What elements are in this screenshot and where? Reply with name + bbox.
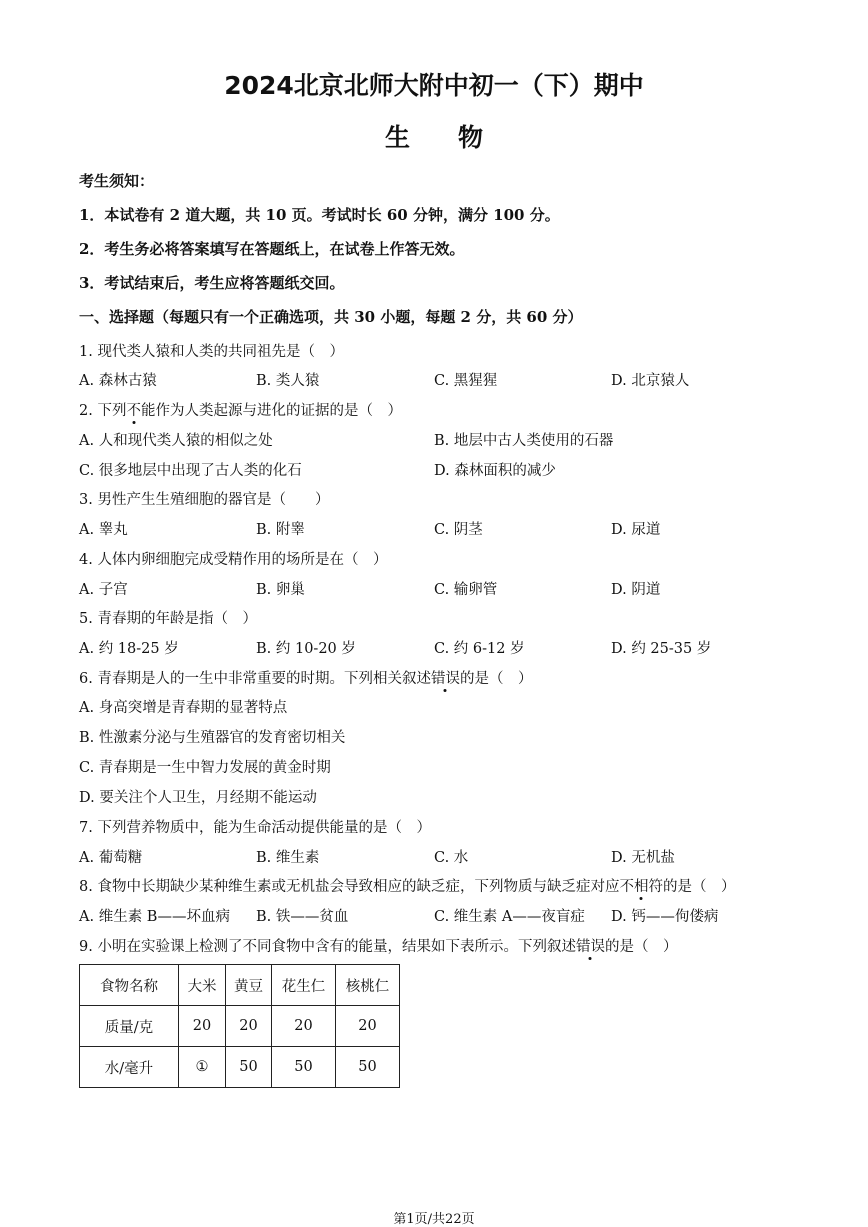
emphasis-mark: 错误 — [575, 939, 605, 955]
question-1-stem: 1. 现代类人猿和人类的共同祖先是（ ） — [79, 344, 344, 360]
option-c: C. 很多地层中出现了古人类的化石 — [79, 463, 302, 479]
option-c: C. 约 6-12 岁 — [434, 641, 525, 657]
option-c: C. 黑猩猩 — [434, 373, 498, 389]
table-header-cell: 大米 — [179, 965, 226, 1006]
question-9-stem: 9. 小明在实验课上检测了不同食物中含有的能量，结果如下表所示。下列叙述错误的是（ ） — [79, 939, 678, 955]
page-title: 2024北京北师大附中初一（下）期中 — [224, 71, 644, 100]
table-cell: 50 — [272, 1047, 336, 1088]
question-4-stem: 4. 人体内卵细胞完成受精作用的场所是在（ ） — [79, 552, 388, 568]
question-6-option-d: D. 要关注个人卫生，月经期不能运动 — [79, 790, 317, 806]
table-cell: 质量/克 — [80, 1006, 179, 1047]
question-7-stem: 7. 下列营养物质中，能为生命活动提供能量的是（ ） — [79, 820, 431, 836]
section-heading: 一、选择题（每题只有一个正确选项，共 30 小题，每题 2 分，共 60 分） — [79, 308, 583, 326]
option-a: A. 维生素 B——坏血病 — [79, 909, 230, 925]
notice-item-3: 3．考试结束后，考生应将答题纸交回。 — [79, 274, 345, 292]
subject-title: 生物 — [384, 123, 531, 152]
option-c: C. 维生素 A——夜盲症 — [434, 909, 585, 925]
question-6-option-c: C. 青春期是一生中智力发展的黄金时期 — [79, 760, 331, 776]
option-b: B. 地层中古人类使用的石器 — [434, 433, 614, 449]
question-6-stem: 6. 青春期是人的一生中非常重要的时期。下列相关叙述错误的是（ ） — [79, 671, 533, 687]
table-cell: ① — [179, 1047, 226, 1088]
question-5-stem: 5. 青春期的年龄是指（ ） — [79, 611, 257, 627]
table-row — [80, 1047, 400, 1088]
option-d: D. 约 25-35 岁 — [611, 641, 712, 657]
option-d: D. 北京猿人 — [611, 373, 690, 389]
option-a: A. 人和现代类人猿的相似之处 — [79, 433, 273, 449]
question-6-option-b: B. 性激素分泌与生殖器官的发育密切相关 — [79, 730, 346, 746]
option-c: C. 水 — [434, 850, 469, 866]
option-b: B. 卵巢 — [256, 582, 305, 598]
option-d: D. 阴道 — [611, 582, 661, 598]
table-cell: 50 — [226, 1047, 272, 1088]
table-header-cell: 花生仁 — [272, 965, 336, 1006]
option-a: A. 约 18-25 岁 — [79, 641, 179, 657]
option-b: B. 铁——贫血 — [256, 909, 349, 925]
food-energy-table — [79, 964, 400, 1088]
option-a: A. 葡萄糖 — [79, 850, 143, 866]
option-b: B. 附睾 — [256, 522, 305, 538]
emphasis-mark: 不 — [126, 403, 141, 419]
option-d: D. 无机盐 — [611, 850, 675, 866]
question-8-stem: 8. 食物中长期缺少某种维生素或无机盐会导致相应的缺乏症，下列物质与缺乏症对应不相符的是（ ） — [79, 879, 736, 895]
option-a: A. 子宫 — [79, 582, 128, 598]
option-b: B. 维生素 — [256, 850, 320, 866]
page-number: 第1页/共22页 — [393, 1212, 475, 1227]
option-a: A. 睾丸 — [79, 522, 128, 538]
option-c: C. 输卵管 — [434, 582, 498, 598]
question-2-stem: 2. 下列不能作为人类起源与进化的证据的是（ ） — [79, 403, 402, 419]
table-cell: 50 — [336, 1047, 400, 1088]
emphasis-mark: 错误 — [430, 671, 460, 687]
table-header-cell: 黄豆 — [226, 965, 272, 1006]
emphasis-mark: 不相符 — [619, 879, 663, 895]
table-header-cell: 核桃仁 — [336, 965, 400, 1006]
table-cell: 20 — [179, 1006, 226, 1047]
option-b: B. 类人猿 — [256, 373, 320, 389]
table-cell: 水/毫升 — [80, 1047, 179, 1088]
notice-item-1: 1．本试卷有 2 道大题，共 10 页。考试时长 60 分钟，满分 100 分。 — [79, 206, 560, 224]
table-row — [80, 1006, 400, 1047]
notice-item-2: 2．考生务必将答案填写在答题纸上，在试卷上作答无效。 — [79, 240, 465, 258]
option-d: D. 钙——佝偻病 — [611, 909, 719, 925]
table-header-row — [80, 965, 400, 1006]
option-c: C. 阴茎 — [434, 522, 483, 538]
table-cell: 20 — [336, 1006, 400, 1047]
option-b: B. 约 10-20 岁 — [256, 641, 356, 657]
question-6-option-a: A. 身高突增是青春期的显著特点 — [79, 700, 288, 716]
notice-heading: 考生须知： — [79, 172, 155, 190]
option-d: D. 尿道 — [611, 522, 661, 538]
table-cell: 20 — [226, 1006, 272, 1047]
question-3-stem: 3. 男性产生生殖细胞的器官是（ ） — [79, 492, 330, 508]
table-cell: 20 — [272, 1006, 336, 1047]
table-header-cell: 食物名称 — [80, 965, 179, 1006]
option-d: D. 森林面积的减少 — [434, 463, 556, 479]
option-a: A. 森林古猿 — [79, 373, 157, 389]
